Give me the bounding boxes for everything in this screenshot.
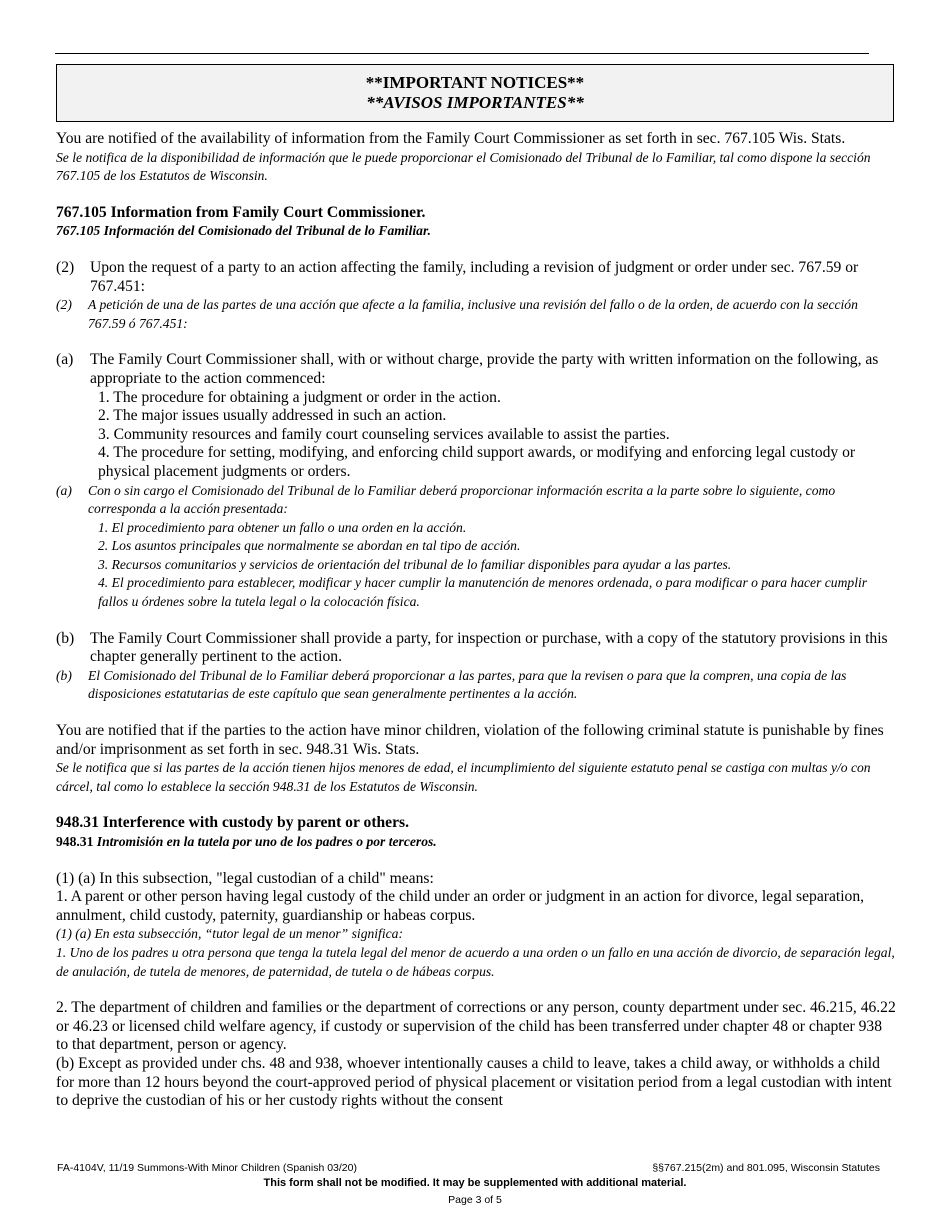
para-a-item-4-es: 4. El procedimiento para establecer, modificar y hacer cumplir la manutención de menores ordenada, o para modificar o para hacer cumplir fallos u órdenes sobre la tutela legal o la colocación física. [98, 575, 868, 610]
document-body [56, 130, 896, 1111]
para-2-text-es: A petición de una de las partes de una acción que afecte a la familia, inclusive una revisión del fallo o de la orden, de acuerdo con la sección 767.59 ó 767.451: [88, 297, 858, 331]
sub-1-item-1-en: 1. A parent or other person having legal custody of the child under an order or judgment in an action for divorce, legal separation, annulment, child custody, paternity, guardianship or habeas corpus. [56, 888, 865, 924]
para-b-label: (b) [56, 629, 75, 647]
sub-1a-es: (1) (a) En esta subsección, “tutor legal de un menor” significa: [56, 926, 403, 942]
para-a-item-1-en: 1. The procedure for obtaining a judgment or order in the action. [98, 388, 501, 406]
para-b-en [56, 630, 896, 667]
para-b-es [56, 667, 896, 704]
sub-1b-en: (b) Except as provided under chs. 48 and 938, whoever intentionally causes a child to leave, takes a child away, or withholds a child for more than 12 hours beyond the court-approved period of physical placement or visitation period from a legal custodian with intent to deprive the custodian of his or her custody rights without the consent [56, 1054, 892, 1110]
para-a-label: (a) [56, 351, 74, 369]
modification-notice: This form shall not be modified. It may be supplemented with additional material. [263, 1177, 687, 1189]
para-a-text-es: Con o sin cargo el Comisionado del Tribunal de lo Familiar deberá proporcionar información escrita a la parte sobre lo siguiente, como corresponda a la acción presentada: [88, 482, 836, 517]
para-2-label: (2) [56, 258, 75, 276]
important-notices-banner [56, 64, 894, 122]
para-2-es [56, 296, 896, 333]
para-b-label-es: (b) [56, 667, 72, 683]
section-767-heading-es: 767.105 Información del Comisionado del Tribunal de lo Familiar. [56, 223, 431, 239]
para-a-item-4-en: 4. The procedure for setting, modifying, and enforcing child support awards, or modifying and enforcing legal custody or physical placement judgments or orders. [98, 444, 856, 480]
para-a-item-3-es: 3. Recursos comunitarios y servicios de orientación del tribunal de lo familiar disponibles para ayudar a las partes. [98, 556, 732, 572]
statute-reference: §§767.215(2m) and 801.095, Wisconsin Statutes [652, 1162, 880, 1174]
page-number: Page 3 of 5 [448, 1194, 502, 1206]
para-b-text-en: The Family Court Commissioner shall provide a party, for inspection or purchase, with a copy of the statutory provisions in this chapter generally pertinent to the action. [90, 629, 888, 666]
para-2-text-en: Upon the request of a party to an action affecting the family, including a revision of judgment or order under sec. 767.59 or 767.451: [90, 258, 859, 295]
notice-948-es: Se le notifica que si las partes de la acción tienen hijos menores de edad, el incumplimiento del siguiente estatuto penal se castiga con multas y/o con cárcel, tal como lo establece la sección 948.31 de los Estatutos de Wisconsin. [56, 760, 871, 794]
intro-en: You are notified of the availability of information from the Family Court Commissioner as set forth in sec. 767.105 Wis. Stats. [56, 130, 846, 147]
notices-title-es: **AVISOS IMPORTANTES** [366, 93, 584, 112]
para-a-item-2-en: 2. The major issues usually addressed in such an action. [98, 407, 447, 425]
para-a-es [56, 482, 896, 519]
para-a-en [56, 351, 896, 388]
para-2-label-es: (2) [56, 297, 72, 313]
section-948-heading-es [56, 833, 896, 852]
form-id: FA-4104V, 11/19 Summons-With Minor Children (Spanish 03/20) [57, 1162, 357, 1174]
section-948-title-es: Intromisión en la tutela por uno de los padres o por terceros. [96, 834, 437, 849]
para-b-text-es: El Comisionado del Tribunal de lo Familiar deberá proporcionar a las partes, para que la revisen o para que la compren, una copia de las disposiciones estatutarias de este capítulo que sean generalmente pertinentes a la acción. [88, 667, 847, 702]
sub-1-item-1-es: 1. Uno de los padres u otra persona que tenga la tutela legal del menor de acuerdo a una orden o un fallo en una acción de divorcio, de separación legal, de anulación, de tutela de menores, de paternidad, de tutela o de hábeas corpus. [56, 944, 895, 979]
para-a-item-2-es: 2. Los asuntos principales que normalmente se abordan en tal tipo de acción. [98, 538, 521, 554]
section-767-heading-en: 767.105 Information from Family Court Commissioner. [56, 203, 426, 221]
section-948-heading-en: 948.31 Interference with custody by parent or others. [56, 814, 409, 832]
para-a-item-3-en: 3. Community resources and family court counseling services available to assist the parties. [98, 425, 670, 443]
para-a-item-1-es: 1. El procedimiento para obtener un fallo o una orden en la acción. [98, 519, 467, 535]
sub-1a-en: (1) (a) In this subsection, "legal custodian of a child" means: [56, 869, 434, 887]
top-rule [55, 53, 869, 54]
sub-1-item-2-en: 2. The department of children and families or the department of corrections or any person, county department under sec. 46.215, 46.22 or 46.23 or licensed child welfare agency, if custody or supervision of the child has been transferred under chapter 48 or chapter 938 to that department, person or agency. [56, 999, 896, 1054]
para-a-text-en: The Family Court Commissioner shall, with or without charge, provide the party with written information on the following, as appropriate to the action commenced: [90, 351, 879, 387]
notices-title-en: **IMPORTANT NOTICES** [365, 73, 585, 92]
notice-948-en: You are notified that if the parties to the action have minor children, violation of the following criminal statute is punishable by fines and/or imprisonment as set forth in sec. 948.31 Wis. Stats. [56, 722, 884, 758]
intro-es: Se le notifica de la disponibilidad de información que le puede proporcionar el Comisionado del Tribunal de lo Familiar, tal como dispone la sección 767.105 de los Estatutos de Wisconsin. [56, 149, 871, 184]
para-2-en [56, 259, 896, 296]
para-a-label-es: (a) [56, 482, 72, 498]
section-948-num: 948.31 [56, 834, 94, 849]
